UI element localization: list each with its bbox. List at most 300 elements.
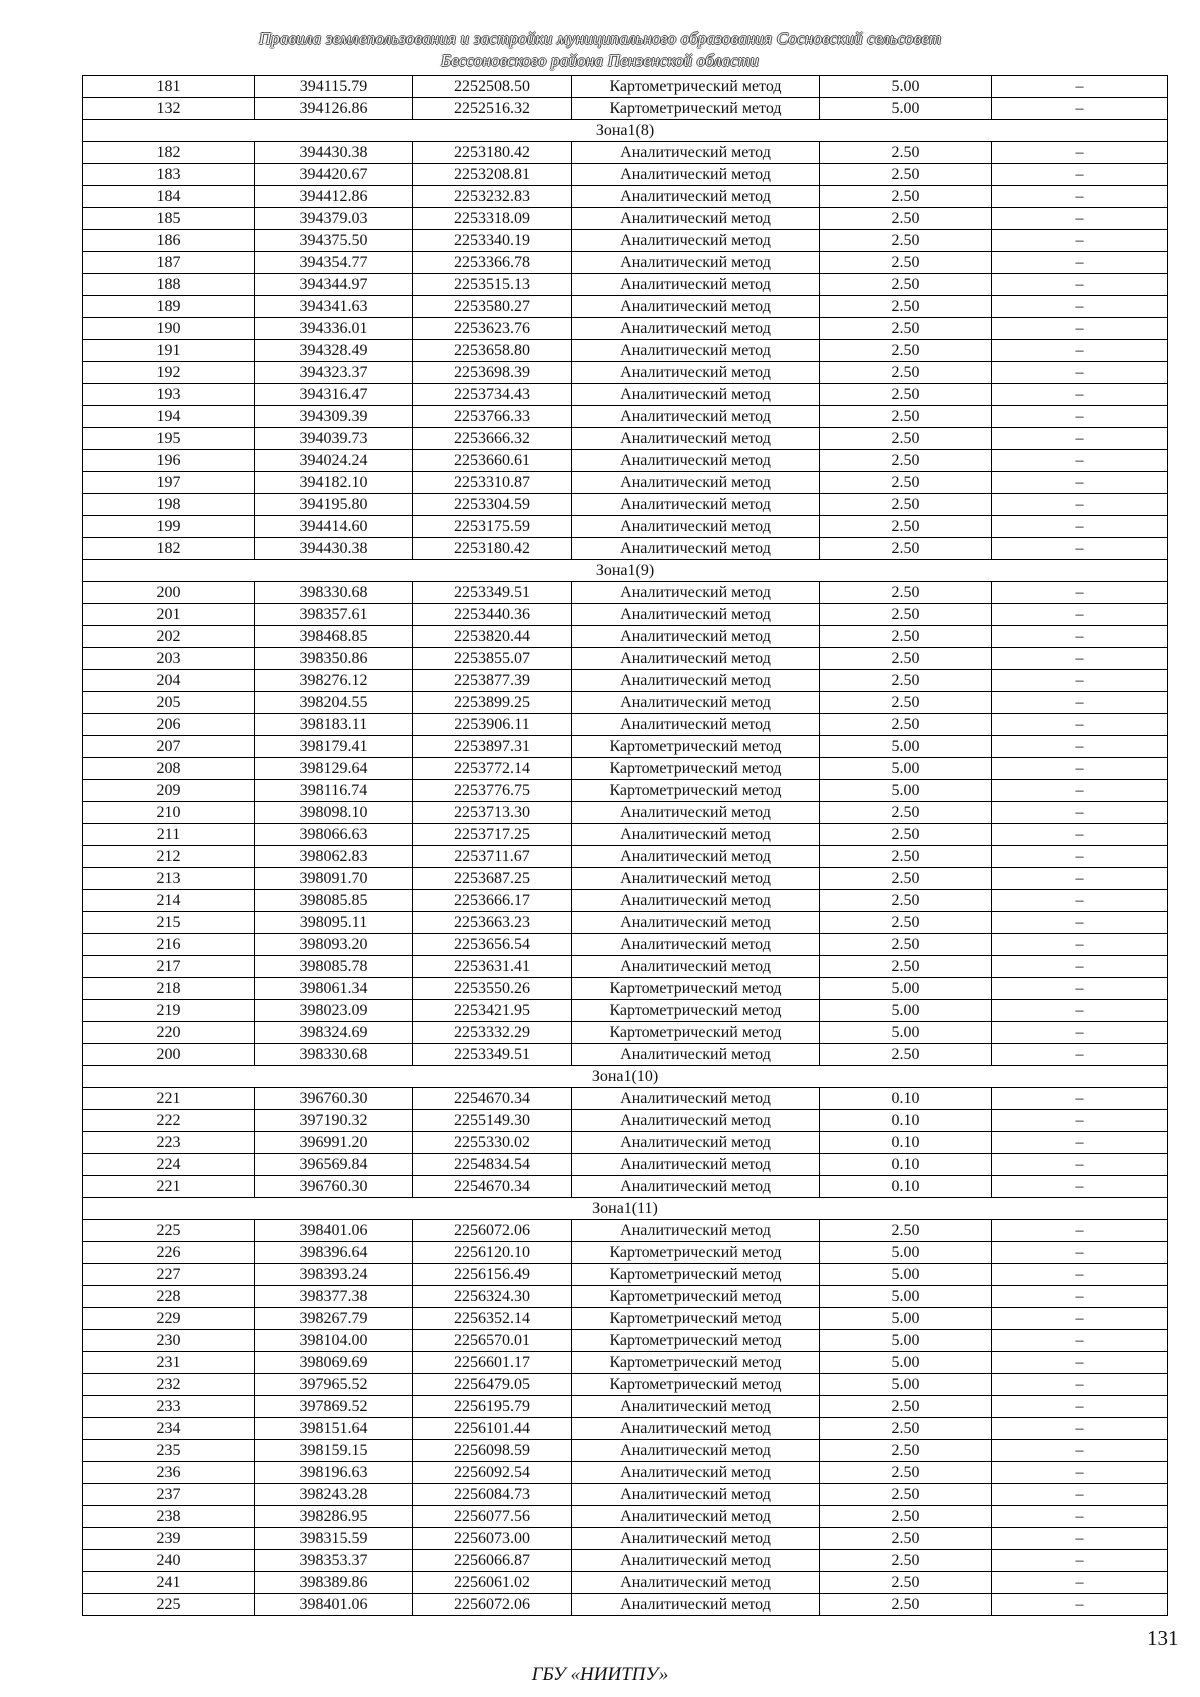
table-row <box>83 978 1168 1000</box>
note-cell: – <box>992 1132 1168 1154</box>
method-cell: Аналитический метод <box>572 1132 820 1154</box>
note-cell: – <box>992 1506 1168 1528</box>
table-row <box>83 1352 1168 1374</box>
y-coordinate-cell: 2253698.39 <box>413 362 572 384</box>
note-cell: – <box>992 670 1168 692</box>
point-number-cell: 234 <box>83 1418 255 1440</box>
method-cell: Аналитический метод <box>572 252 820 274</box>
y-coordinate-cell: 2253906.11 <box>413 714 572 736</box>
accuracy-cell: 2.50 <box>820 406 992 428</box>
header-line-1: Правила землепользования и застройки муниципального образования Сосновский сельсовет <box>258 29 942 48</box>
x-coordinate-cell: 398286.95 <box>255 1506 413 1528</box>
method-cell: Картометрический метод <box>572 1264 820 1286</box>
point-number-cell: 197 <box>83 472 255 494</box>
y-coordinate-cell: 2252516.32 <box>413 98 572 120</box>
accuracy-cell: 2.50 <box>820 230 992 252</box>
note-cell: – <box>992 76 1168 98</box>
point-number-cell: 214 <box>83 890 255 912</box>
x-coordinate-cell: 398330.68 <box>255 582 413 604</box>
table-row <box>83 1484 1168 1506</box>
method-cell: Аналитический метод <box>572 208 820 230</box>
header-line-2: Бессоновского района Пензенской области <box>440 51 760 70</box>
x-coordinate-cell: 394430.38 <box>255 142 413 164</box>
note-cell: – <box>992 1550 1168 1572</box>
table-row <box>83 1440 1168 1462</box>
x-coordinate-cell: 398468.85 <box>255 626 413 648</box>
point-number-cell: 226 <box>83 1242 255 1264</box>
accuracy-cell: 5.00 <box>820 98 992 120</box>
note-cell: – <box>992 1330 1168 1352</box>
accuracy-cell: 5.00 <box>820 1022 992 1044</box>
method-cell: Аналитический метод <box>572 934 820 956</box>
point-number-cell: 198 <box>83 494 255 516</box>
x-coordinate-cell: 398085.85 <box>255 890 413 912</box>
note-cell: – <box>992 780 1168 802</box>
note-cell: – <box>992 384 1168 406</box>
point-number-cell: 232 <box>83 1374 255 1396</box>
table-row <box>83 626 1168 648</box>
note-cell: – <box>992 406 1168 428</box>
table-row <box>83 1132 1168 1154</box>
accuracy-cell: 0.10 <box>820 1154 992 1176</box>
x-coordinate-cell: 398357.61 <box>255 604 413 626</box>
x-coordinate-cell: 398350.86 <box>255 648 413 670</box>
x-coordinate-cell: 398276.12 <box>255 670 413 692</box>
table-row <box>83 1264 1168 1286</box>
y-coordinate-cell: 2253623.76 <box>413 318 572 340</box>
point-number-cell: 222 <box>83 1110 255 1132</box>
note-cell: – <box>992 582 1168 604</box>
table-row <box>83 604 1168 626</box>
table-row <box>83 1506 1168 1528</box>
y-coordinate-cell: 2253310.87 <box>413 472 572 494</box>
x-coordinate-cell: 398095.11 <box>255 912 413 934</box>
accuracy-cell: 2.50 <box>820 450 992 472</box>
note-cell: – <box>992 1022 1168 1044</box>
method-cell: Картометрический метод <box>572 1352 820 1374</box>
note-cell: – <box>992 428 1168 450</box>
point-number-cell: 209 <box>83 780 255 802</box>
zone-header-row <box>83 1198 1168 1220</box>
point-number-cell: 200 <box>83 1044 255 1066</box>
x-coordinate-cell: 398315.59 <box>255 1528 413 1550</box>
accuracy-cell: 2.50 <box>820 340 992 362</box>
zone-label: Зона1(8) <box>83 120 1168 142</box>
note-cell: – <box>992 1286 1168 1308</box>
table-row <box>83 472 1168 494</box>
method-cell: Аналитический метод <box>572 1484 820 1506</box>
table-row <box>83 868 1168 890</box>
table-row <box>83 912 1168 934</box>
y-coordinate-cell: 2256084.73 <box>413 1484 572 1506</box>
x-coordinate-cell: 398196.63 <box>255 1462 413 1484</box>
note-cell: – <box>992 538 1168 560</box>
y-coordinate-cell: 2253340.19 <box>413 230 572 252</box>
accuracy-cell: 2.50 <box>820 428 992 450</box>
x-coordinate-cell: 396569.84 <box>255 1154 413 1176</box>
document-footer: ГБУ «НИИТПУ» <box>531 1664 669 1685</box>
y-coordinate-cell: 2253232.83 <box>413 186 572 208</box>
note-cell: – <box>992 1462 1168 1484</box>
x-coordinate-cell: 394115.79 <box>255 76 413 98</box>
note-cell: – <box>992 1176 1168 1198</box>
method-cell: Аналитический метод <box>572 1550 820 1572</box>
x-coordinate-cell: 398151.64 <box>255 1418 413 1440</box>
y-coordinate-cell: 2256098.59 <box>413 1440 572 1462</box>
point-number-cell: 239 <box>83 1528 255 1550</box>
table-row <box>83 1396 1168 1418</box>
x-coordinate-cell: 398267.79 <box>255 1308 413 1330</box>
table-row <box>83 1572 1168 1594</box>
point-number-cell: 238 <box>83 1506 255 1528</box>
method-cell: Аналитический метод <box>572 494 820 516</box>
accuracy-cell: 2.50 <box>820 692 992 714</box>
accuracy-cell: 5.00 <box>820 76 992 98</box>
accuracy-cell: 5.00 <box>820 758 992 780</box>
y-coordinate-cell: 2253899.25 <box>413 692 572 714</box>
x-coordinate-cell: 398129.64 <box>255 758 413 780</box>
y-coordinate-cell: 2256072.06 <box>413 1220 572 1242</box>
note-cell: – <box>992 736 1168 758</box>
method-cell: Аналитический метод <box>572 956 820 978</box>
method-cell: Картометрический метод <box>572 76 820 98</box>
method-cell: Картометрический метод <box>572 1000 820 1022</box>
y-coordinate-cell: 2253550.26 <box>413 978 572 1000</box>
coordinates-table <box>82 75 1168 1616</box>
accuracy-cell: 5.00 <box>820 1352 992 1374</box>
y-coordinate-cell: 2253776.75 <box>413 780 572 802</box>
note-cell: – <box>992 450 1168 472</box>
method-cell: Аналитический метод <box>572 472 820 494</box>
accuracy-cell: 2.50 <box>820 868 992 890</box>
y-coordinate-cell: 2253660.61 <box>413 450 572 472</box>
accuracy-cell: 2.50 <box>820 1462 992 1484</box>
note-cell: – <box>992 274 1168 296</box>
x-coordinate-cell: 394182.10 <box>255 472 413 494</box>
accuracy-cell: 0.10 <box>820 1132 992 1154</box>
accuracy-cell: 2.50 <box>820 1440 992 1462</box>
note-cell: – <box>992 956 1168 978</box>
point-number-cell: 187 <box>83 252 255 274</box>
table-row <box>83 1000 1168 1022</box>
accuracy-cell: 2.50 <box>820 208 992 230</box>
table-row <box>83 1176 1168 1198</box>
point-number-cell: 213 <box>83 868 255 890</box>
point-number-cell: 224 <box>83 1154 255 1176</box>
y-coordinate-cell: 2253666.32 <box>413 428 572 450</box>
accuracy-cell: 2.50 <box>820 516 992 538</box>
y-coordinate-cell: 2253349.51 <box>413 1044 572 1066</box>
point-number-cell: 204 <box>83 670 255 692</box>
note-cell: – <box>992 494 1168 516</box>
method-cell: Картометрический метод <box>572 98 820 120</box>
page-number: 131 <box>1147 1626 1179 1650</box>
method-cell: Аналитический метод <box>572 1572 820 1594</box>
y-coordinate-cell: 2253877.39 <box>413 670 572 692</box>
method-cell: Аналитический метод <box>572 340 820 362</box>
method-cell: Картометрический метод <box>572 978 820 1000</box>
accuracy-cell: 2.50 <box>820 1550 992 1572</box>
y-coordinate-cell: 2256092.54 <box>413 1462 572 1484</box>
table-row <box>83 1220 1168 1242</box>
note-cell: – <box>992 208 1168 230</box>
y-coordinate-cell: 2256601.17 <box>413 1352 572 1374</box>
method-cell: Аналитический метод <box>572 604 820 626</box>
accuracy-cell: 2.50 <box>820 164 992 186</box>
note-cell: – <box>992 1572 1168 1594</box>
table-row <box>83 1044 1168 1066</box>
method-cell: Аналитический метод <box>572 1220 820 1242</box>
x-coordinate-cell: 398204.55 <box>255 692 413 714</box>
method-cell: Картометрический метод <box>572 758 820 780</box>
note-cell: – <box>992 142 1168 164</box>
note-cell: – <box>992 1352 1168 1374</box>
method-cell: Аналитический метод <box>572 1506 820 1528</box>
x-coordinate-cell: 398401.06 <box>255 1220 413 1242</box>
x-coordinate-cell: 398023.09 <box>255 1000 413 1022</box>
method-cell: Аналитический метод <box>572 846 820 868</box>
table-row <box>83 1242 1168 1264</box>
table-row <box>83 340 1168 362</box>
accuracy-cell: 5.00 <box>820 1286 992 1308</box>
table-row <box>83 1154 1168 1176</box>
accuracy-cell: 2.50 <box>820 582 992 604</box>
method-cell: Картометрический метод <box>572 1308 820 1330</box>
note-cell: – <box>992 604 1168 626</box>
point-number-cell: 188 <box>83 274 255 296</box>
x-coordinate-cell: 398104.00 <box>255 1330 413 1352</box>
point-number-cell: 205 <box>83 692 255 714</box>
y-coordinate-cell: 2254670.34 <box>413 1176 572 1198</box>
x-coordinate-cell: 398179.41 <box>255 736 413 758</box>
accuracy-cell: 2.50 <box>820 956 992 978</box>
x-coordinate-cell: 394344.97 <box>255 274 413 296</box>
y-coordinate-cell: 2256324.30 <box>413 1286 572 1308</box>
note-cell: – <box>992 1154 1168 1176</box>
x-coordinate-cell: 398393.24 <box>255 1264 413 1286</box>
method-cell: Аналитический метод <box>572 1594 820 1616</box>
table-row <box>83 1286 1168 1308</box>
table-row <box>83 758 1168 780</box>
x-coordinate-cell: 394195.80 <box>255 494 413 516</box>
accuracy-cell: 0.10 <box>820 1110 992 1132</box>
method-cell: Аналитический метод <box>572 648 820 670</box>
point-number-cell: 228 <box>83 1286 255 1308</box>
accuracy-cell: 2.50 <box>820 1484 992 1506</box>
x-coordinate-cell: 394420.67 <box>255 164 413 186</box>
y-coordinate-cell: 2256195.79 <box>413 1396 572 1418</box>
accuracy-cell: 2.50 <box>820 274 992 296</box>
method-cell: Аналитический метод <box>572 1176 820 1198</box>
x-coordinate-cell: 398330.68 <box>255 1044 413 1066</box>
point-number-cell: 183 <box>83 164 255 186</box>
point-number-cell: 196 <box>83 450 255 472</box>
accuracy-cell: 2.50 <box>820 604 992 626</box>
y-coordinate-cell: 2253820.44 <box>413 626 572 648</box>
x-coordinate-cell: 398085.78 <box>255 956 413 978</box>
table-row <box>83 714 1168 736</box>
method-cell: Аналитический метод <box>572 890 820 912</box>
note-cell: – <box>992 230 1168 252</box>
y-coordinate-cell: 2253772.14 <box>413 758 572 780</box>
note-cell: – <box>992 98 1168 120</box>
y-coordinate-cell: 2256061.02 <box>413 1572 572 1594</box>
accuracy-cell: 5.00 <box>820 1242 992 1264</box>
note-cell: – <box>992 1242 1168 1264</box>
table-row <box>83 538 1168 560</box>
point-number-cell: 203 <box>83 648 255 670</box>
method-cell: Аналитический метод <box>572 1462 820 1484</box>
accuracy-cell: 2.50 <box>820 384 992 406</box>
y-coordinate-cell: 2253663.23 <box>413 912 572 934</box>
point-number-cell: 202 <box>83 626 255 648</box>
y-coordinate-cell: 2255330.02 <box>413 1132 572 1154</box>
method-cell: Аналитический метод <box>572 1396 820 1418</box>
table-row <box>83 318 1168 340</box>
x-coordinate-cell: 398091.70 <box>255 868 413 890</box>
accuracy-cell: 2.50 <box>820 494 992 516</box>
table-row <box>83 582 1168 604</box>
coordinates-table-body <box>83 76 1168 1616</box>
x-coordinate-cell: 394024.24 <box>255 450 413 472</box>
method-cell: Аналитический метод <box>572 582 820 604</box>
x-coordinate-cell: 397869.52 <box>255 1396 413 1418</box>
x-coordinate-cell: 394328.49 <box>255 340 413 362</box>
method-cell: Аналитический метод <box>572 868 820 890</box>
note-cell: – <box>992 1440 1168 1462</box>
accuracy-cell: 2.50 <box>820 1044 992 1066</box>
x-coordinate-cell: 394126.86 <box>255 98 413 120</box>
method-cell: Аналитический метод <box>572 1528 820 1550</box>
method-cell: Картометрический метод <box>572 1330 820 1352</box>
y-coordinate-cell: 2254670.34 <box>413 1088 572 1110</box>
y-coordinate-cell: 2252508.50 <box>413 76 572 98</box>
note-cell: – <box>992 252 1168 274</box>
x-coordinate-cell: 398183.11 <box>255 714 413 736</box>
y-coordinate-cell: 2256101.44 <box>413 1418 572 1440</box>
y-coordinate-cell: 2253515.13 <box>413 274 572 296</box>
x-coordinate-cell: 394354.77 <box>255 252 413 274</box>
point-number-cell: 194 <box>83 406 255 428</box>
method-cell: Картометрический метод <box>572 736 820 758</box>
note-cell: – <box>992 1418 1168 1440</box>
table-row <box>83 186 1168 208</box>
point-number-cell: 218 <box>83 978 255 1000</box>
table-row <box>83 802 1168 824</box>
y-coordinate-cell: 2253656.54 <box>413 934 572 956</box>
x-coordinate-cell: 394309.39 <box>255 406 413 428</box>
y-coordinate-cell: 2253366.78 <box>413 252 572 274</box>
point-number-cell: 227 <box>83 1264 255 1286</box>
accuracy-cell: 0.10 <box>820 1088 992 1110</box>
y-coordinate-cell: 2256570.01 <box>413 1330 572 1352</box>
x-coordinate-cell: 398093.20 <box>255 934 413 956</box>
accuracy-cell: 5.00 <box>820 1264 992 1286</box>
x-coordinate-cell: 394336.01 <box>255 318 413 340</box>
table-row <box>83 1308 1168 1330</box>
zone-label: Зона1(10) <box>83 1066 1168 1088</box>
point-number-cell: 193 <box>83 384 255 406</box>
method-cell: Аналитический метод <box>572 824 820 846</box>
table-row <box>83 1110 1168 1132</box>
y-coordinate-cell: 2253717.25 <box>413 824 572 846</box>
point-number-cell: 212 <box>83 846 255 868</box>
note-cell: – <box>992 1308 1168 1330</box>
note-cell: – <box>992 890 1168 912</box>
accuracy-cell: 2.50 <box>820 890 992 912</box>
table-row <box>83 1418 1168 1440</box>
y-coordinate-cell: 2256072.06 <box>413 1594 572 1616</box>
point-number-cell: 195 <box>83 428 255 450</box>
point-number-cell: 241 <box>83 1572 255 1594</box>
zone-header-row <box>83 120 1168 142</box>
point-number-cell: 199 <box>83 516 255 538</box>
table-row <box>83 846 1168 868</box>
y-coordinate-cell: 2253421.95 <box>413 1000 572 1022</box>
method-cell: Аналитический метод <box>572 186 820 208</box>
x-coordinate-cell: 396760.30 <box>255 1176 413 1198</box>
note-cell: – <box>992 934 1168 956</box>
accuracy-cell: 2.50 <box>820 670 992 692</box>
y-coordinate-cell: 2253631.41 <box>413 956 572 978</box>
x-coordinate-cell: 398324.69 <box>255 1022 413 1044</box>
accuracy-cell: 5.00 <box>820 736 992 758</box>
accuracy-cell: 2.50 <box>820 1506 992 1528</box>
accuracy-cell: 2.50 <box>820 626 992 648</box>
x-coordinate-cell: 398116.74 <box>255 780 413 802</box>
accuracy-cell: 2.50 <box>820 296 992 318</box>
note-cell: – <box>992 1484 1168 1506</box>
table-row <box>83 98 1168 120</box>
table-row <box>83 1374 1168 1396</box>
x-coordinate-cell: 398069.69 <box>255 1352 413 1374</box>
x-coordinate-cell: 394341.63 <box>255 296 413 318</box>
method-cell: Аналитический метод <box>572 1154 820 1176</box>
y-coordinate-cell: 2253304.59 <box>413 494 572 516</box>
accuracy-cell: 2.50 <box>820 1220 992 1242</box>
accuracy-cell: 2.50 <box>820 912 992 934</box>
point-number-cell: 211 <box>83 824 255 846</box>
x-coordinate-cell: 394039.73 <box>255 428 413 450</box>
note-cell: – <box>992 802 1168 824</box>
point-number-cell: 231 <box>83 1352 255 1374</box>
table-row <box>83 1088 1168 1110</box>
method-cell: Аналитический метод <box>572 802 820 824</box>
x-coordinate-cell: 394375.50 <box>255 230 413 252</box>
accuracy-cell: 2.50 <box>820 648 992 670</box>
method-cell: Аналитический метод <box>572 428 820 450</box>
point-number-cell: 186 <box>83 230 255 252</box>
x-coordinate-cell: 398243.28 <box>255 1484 413 1506</box>
x-coordinate-cell: 398062.83 <box>255 846 413 868</box>
note-cell: – <box>992 340 1168 362</box>
table-row <box>83 736 1168 758</box>
note-cell: – <box>992 1110 1168 1132</box>
accuracy-cell: 2.50 <box>820 186 992 208</box>
table-row <box>83 164 1168 186</box>
note-cell: – <box>992 978 1168 1000</box>
y-coordinate-cell: 2256120.10 <box>413 1242 572 1264</box>
x-coordinate-cell: 398098.10 <box>255 802 413 824</box>
table-row <box>83 692 1168 714</box>
y-coordinate-cell: 2253332.29 <box>413 1022 572 1044</box>
point-number-cell: 225 <box>83 1220 255 1242</box>
y-coordinate-cell: 2253175.59 <box>413 516 572 538</box>
point-number-cell: 184 <box>83 186 255 208</box>
accuracy-cell: 2.50 <box>820 318 992 340</box>
accuracy-cell: 2.50 <box>820 824 992 846</box>
point-number-cell: 190 <box>83 318 255 340</box>
